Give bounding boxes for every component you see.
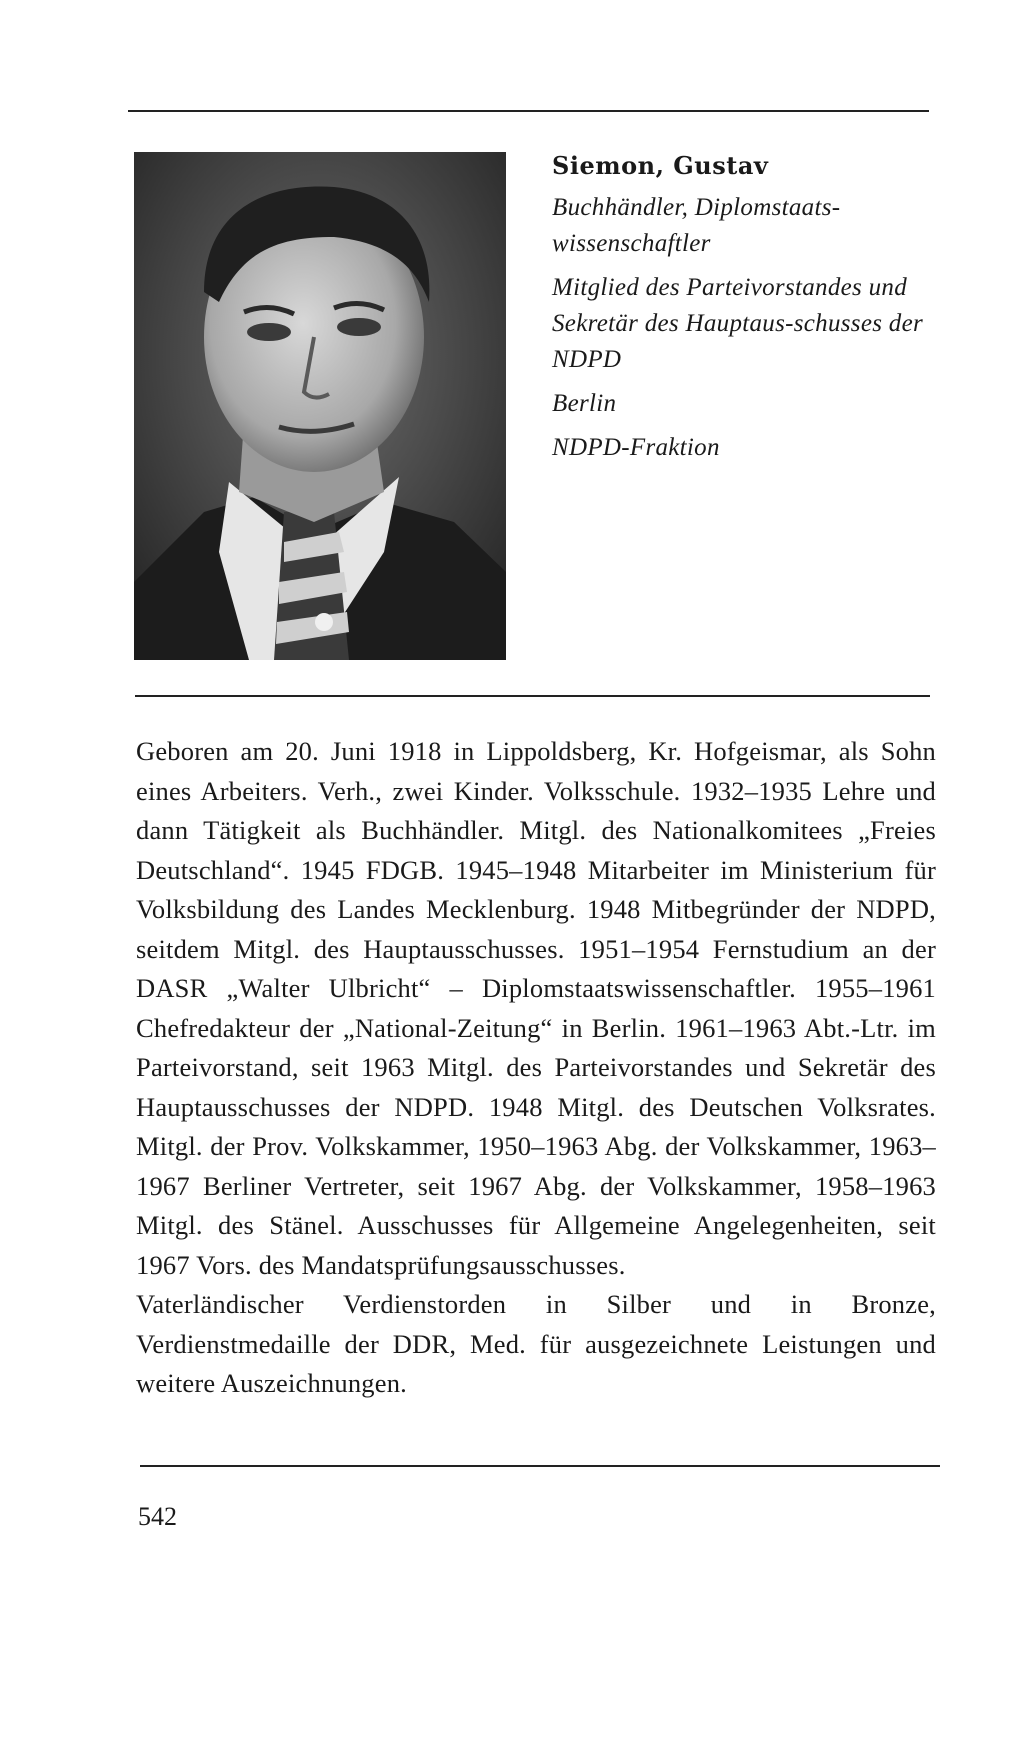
biography [136,732,936,1404]
portrait-photo [134,152,506,660]
profession: Buchhändler, Diplomstaats-wissenschaftler [552,194,841,257]
party-position: Mitglied des Parteivorstandes und Sekretär des Hauptaus-schusses der NDPD [552,274,924,373]
faction: NDPD-Fraktion [552,434,720,461]
awards-paragraph: Vaterländischer Verdienstorden in Silber und in Bronze, Verdienstmedaille der DDR, Med. für ausgezeichnete Leistungen und weitere Auszeichnungen. [136,1289,936,1398]
top-rule [128,110,929,112]
entry-header [552,148,932,474]
person-name: Siemon, Gustav [552,151,769,180]
biography-paragraph: Geboren am 20. Juni 1918 in Lippoldsberg, Kr. Hofgeismar, als Sohn eines Arbeiters. Verh., zwei Kinder. Volksschule. 1932–1935 Lehre und dann Tätigkeit als Buchhändler. Mitgl. des Nationalkomitees „Freies Deutschland“. 1945 FDGB. 1945–1948 Mitarbeiter im Ministerium für Volksbildung des Landes Mecklenburg. 1948 Mitbegründer der NDPD, seitdem Mitgl. des Hauptausschusses. 1951–1954 Fernstudium an der DASR „Walter Ulbricht“ – Diplomstaatswissenschaftler. 1955–1961 Chefredakteur der „National-Zeitung“ in Berlin. 1961–1963 Abt.-Ltr. im Parteivorstand, seit 1963 Mitgl. des Parteivorstandes und Sekretär des Hauptausschusses der NDPD. 1948 Mitgl. des Deutschen Volksrates. Mitgl. der Prov. Volkskammer, 1950–1963 Abg. der Volkskammer, 1963–1967 Berliner Vertreter, seit 1967 Abg. der Volkskammer, 1958–1963 Mitgl. des Stänel. Ausschusses für Allgemeine Angelegenheiten, seit 1967 Vors. des Mandatsprüfungsausschusses. [136,736,936,1280]
page-number: 542 [138,1502,177,1531]
middle-rule [135,695,930,697]
location: Berlin [552,390,617,417]
bottom-rule [140,1465,940,1467]
